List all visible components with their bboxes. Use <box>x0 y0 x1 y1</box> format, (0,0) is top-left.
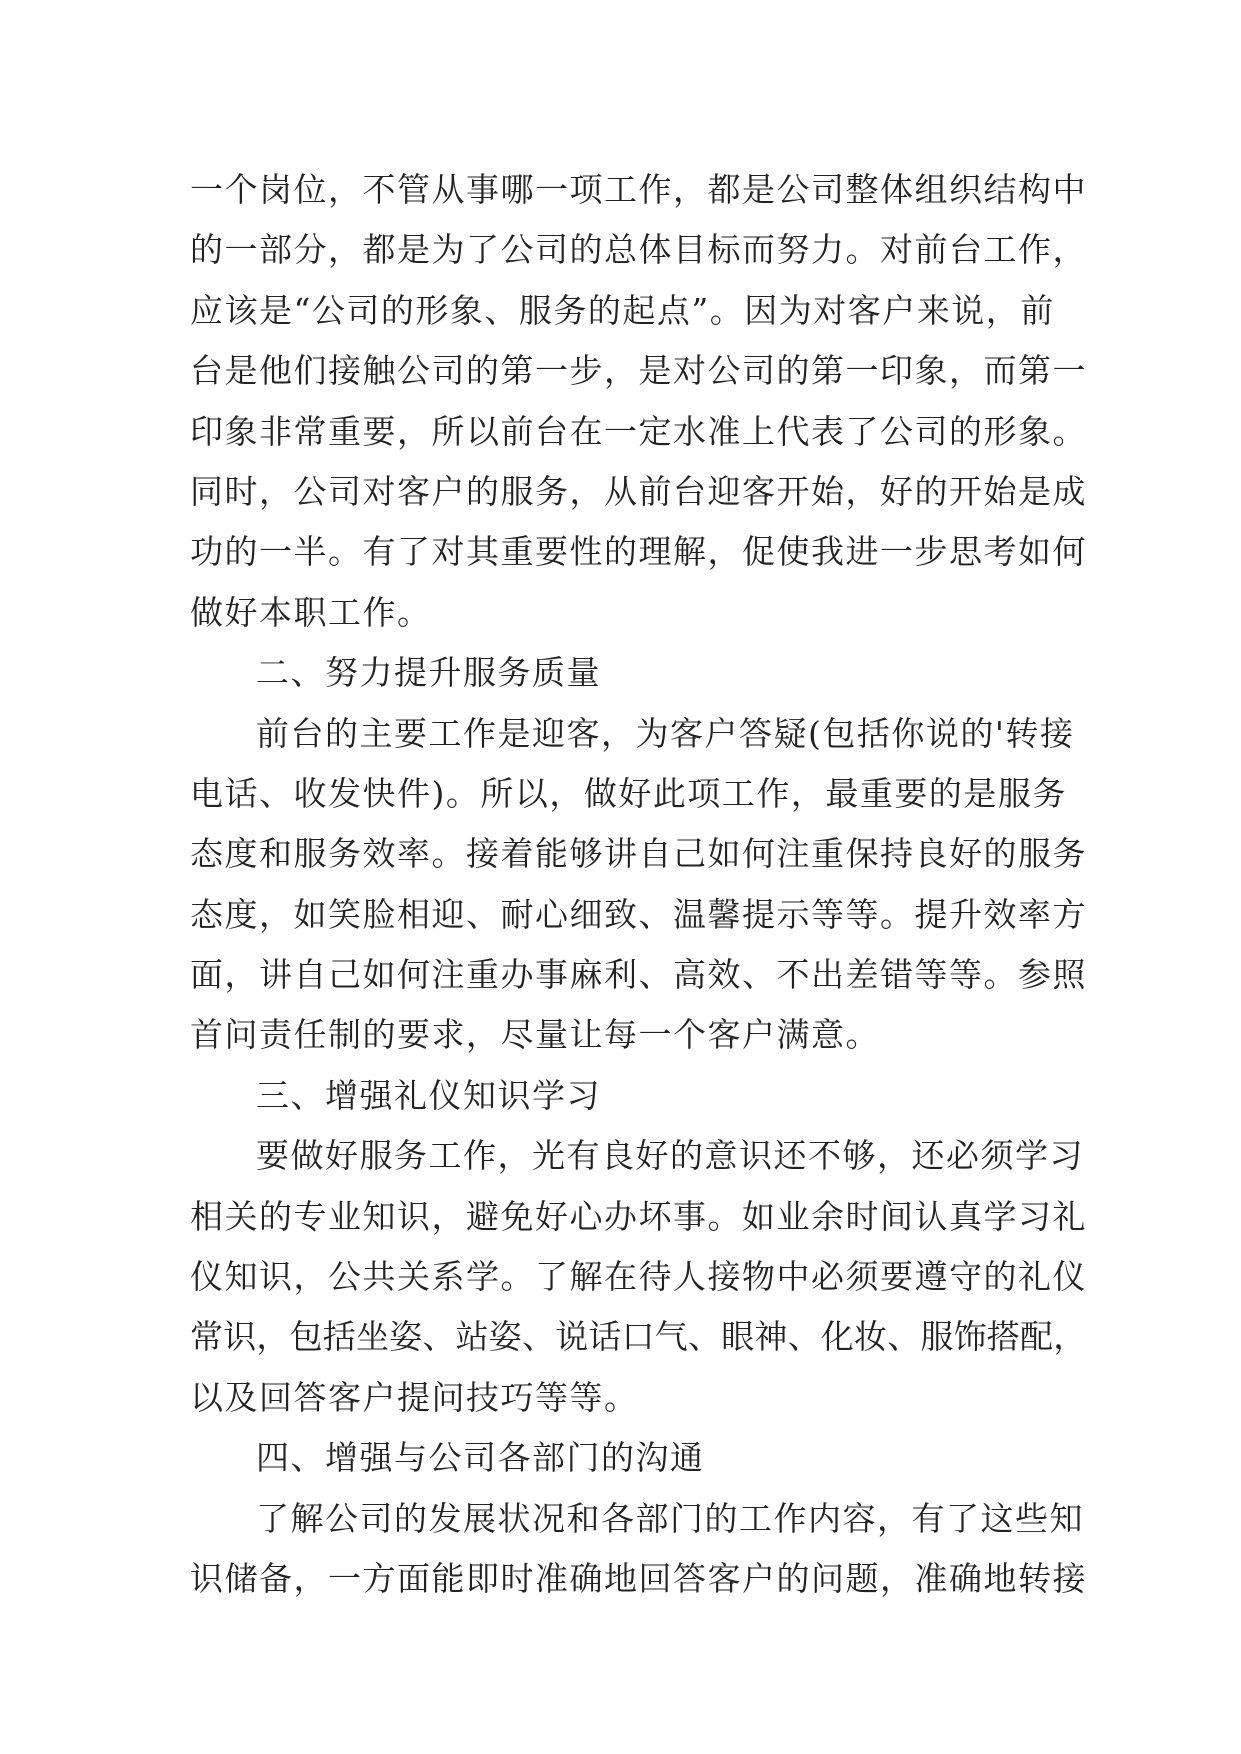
body-text-line: 仪知识，公共关系学。了解在待人接物中必须要遵守的礼仪 <box>190 1257 1087 1297</box>
body-text-line: 功的一半。有了对其重要性的理解，促使我进一步思考如何 <box>190 532 1087 572</box>
body-text-line: 一个岗位，不管从事哪一项工作，都是公司整体组织结构中 <box>190 170 1087 209</box>
body-text-line: 面，讲自己如何注重办事麻利、高效、不出差错等等。参照 <box>190 955 1087 995</box>
body-text-line: 以及回答客户提问技巧等等。 <box>190 1377 639 1417</box>
body-text-line: 识储备，一方面能即时准确地回答客户的问题，准确地转接 <box>190 1558 1087 1598</box>
body-text-line: 同时，公司对客户的服务，从前台迎客开始，好的开始是成 <box>190 471 1087 511</box>
body-text-line: 要做好服务工作，光有良好的意识还不够，还必须学习 <box>256 1136 1084 1176</box>
body-text-line: 态度和服务效率。接着能够讲自己如何注重保持良好的服务 <box>190 834 1087 874</box>
section-heading-communication: 四、增强与公司各部门的沟通 <box>256 1438 705 1478</box>
body-text-line: 应该是“公司的形象、服务的起点”。因为对客户来说，前 <box>190 290 1055 330</box>
body-text-line: 做好本职工作。 <box>190 592 432 632</box>
body-text-line: 的一部分，都是为了公司的总体目标而努力。对前台工作， <box>190 230 1087 270</box>
body-text-line: 相关的专业知识，避免好心办坏事。如业余时间认真学习礼 <box>190 1196 1087 1236</box>
body-text-line: 印象非常重要，所以前台在一定水准上代表了公司的形象。 <box>190 411 1087 451</box>
body-text-line: 台是他们接触公司的第一步，是对公司的第一印象，而第一 <box>190 351 1087 391</box>
section-heading-etiquette: 三、增强礼仪知识学习 <box>256 1075 601 1115</box>
body-text-line: 首问责任制的要求，尽量让每一个客户满意。 <box>190 1015 880 1055</box>
body-text-line: 常识，包括坐姿、站姿、说话口气、眼神、化妆、服饰搭配， <box>190 1317 1087 1357</box>
body-text-line: 前台的主要工作是迎客，为客户答疑(包括你说的'转接 <box>256 713 1075 753</box>
body-text-line: 态度，如笑脸相迎、耐心细致、温馨提示等等。提升效率方 <box>190 894 1087 934</box>
document-page <box>190 160 1087 1609</box>
body-text-line: 了解公司的发展状况和各部门的工作内容，有了这些知 <box>256 1498 1084 1538</box>
section-heading-service-quality: 二、努力提升服务质量 <box>256 653 601 693</box>
body-text-line: 电话、收发快件)。所以，做好此项工作，最重要的是服务 <box>190 773 1067 813</box>
